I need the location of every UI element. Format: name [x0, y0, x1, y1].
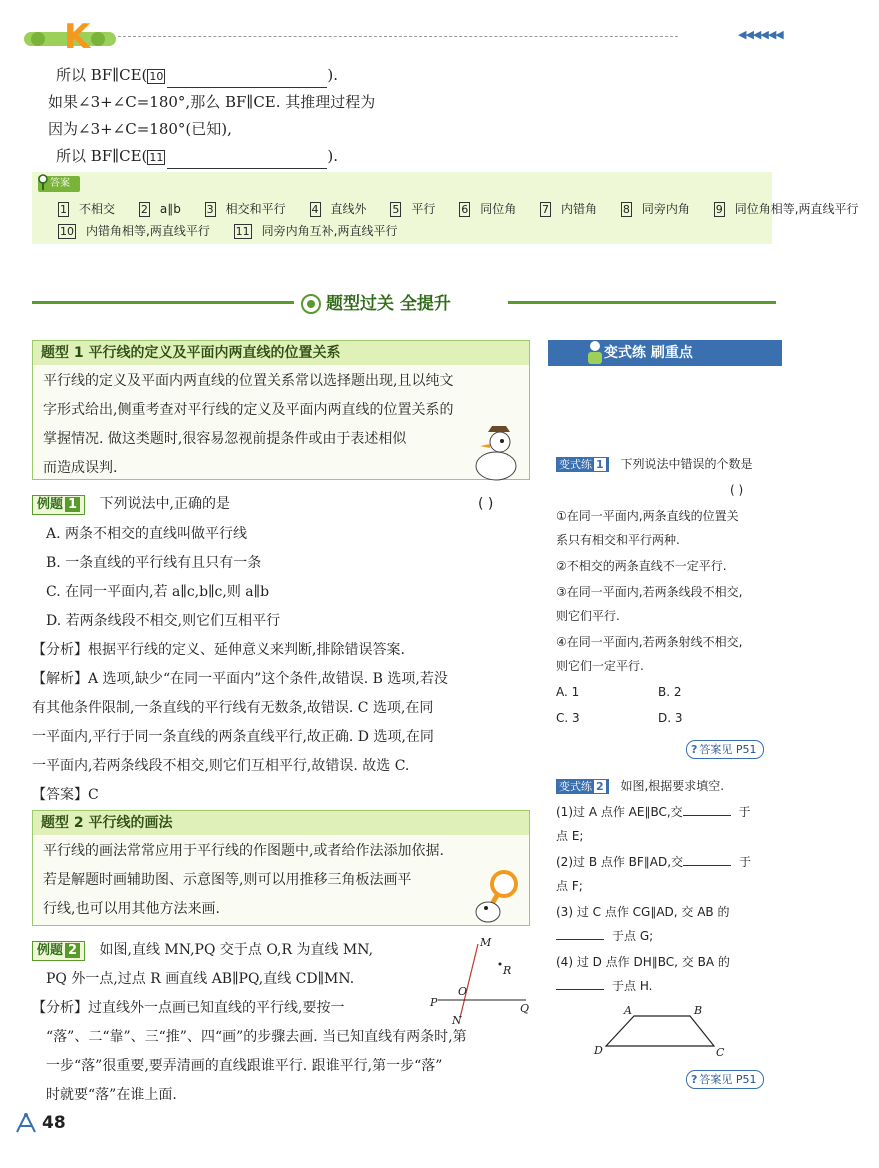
example1-solution-3: 一平面内,平行于同一条直线的两条直线平行,故正确. D 选项,在同	[32, 729, 434, 745]
header-arrows-icon: ◀◀◀◀◀◀	[738, 28, 783, 41]
variant1-item-3a: ③在同一平面内,若两条线段不相交,	[556, 585, 743, 599]
page-number: 48	[42, 1113, 66, 1133]
proof-line-1: 所以 BF∥CE( 10 ).	[56, 62, 338, 88]
example1-option-a: A. 两条不相交的直线叫做平行线	[46, 526, 248, 542]
key-icon	[36, 174, 50, 192]
logo-letter: K	[64, 17, 91, 57]
answer-row-1: 1 不相交 2 a∥b 3 相交和平行 4 直线外 5 平行 6 同位角 7 内错角 8 同旁内角 9 同位角相等,两直线平行	[60, 202, 859, 216]
gear-swirl-icon	[300, 293, 322, 315]
section-title: 题型过关 全提升	[300, 289, 506, 315]
question-icon: ?	[691, 1073, 698, 1086]
variant1-item-4a: ④在同一平面内,若两条射线不相交,	[556, 635, 743, 649]
label-m: M	[480, 936, 492, 949]
example1-option-c: C. 在同一平面内,若 a∥c,b∥c,则 a∥b	[46, 584, 270, 600]
example1-solution-2: 有其他条件限制,一条直线的平行线有无数条,故错误. C 选项,在同	[32, 700, 434, 716]
intersecting-lines-figure	[430, 934, 534, 1026]
variant2-blank-1[interactable]	[683, 804, 731, 816]
variant1-option-a: A. 1	[556, 685, 580, 699]
label-r: R	[503, 964, 512, 977]
type2-text: 平行线的画法常常应用于平行线的作图题中,或者给作法添加依据. 若是解题时画辅助图、示意图等,则可以用推移三角板法画平 行线,也可以用其他方法来画.	[43, 843, 444, 917]
example1-option-d: D. 若两条线段不相交,则它们互相平行	[46, 613, 281, 629]
example2-analysis-4: 时就要“落”在谁上面.	[46, 1087, 177, 1103]
type1-panel	[32, 340, 530, 480]
variant2-blank-3[interactable]	[556, 928, 604, 940]
example2-analysis-2: “落”、二“靠”、三“推”、四“画”的步骤去画. 当已知直线有两条时,第	[46, 1029, 467, 1045]
proof-line-2: 如果∠3+∠C=180°,那么 BF∥CE. 其推理过程为	[48, 93, 376, 111]
answer-row-2: 10 内错角相等,两直线平行 11 同旁内角互补,两直线平行	[60, 224, 398, 238]
variant2-item-4b: 于点 H.	[556, 974, 652, 998]
label-q: Q	[520, 1002, 530, 1015]
label-p: P	[430, 996, 438, 1009]
label-o: O	[458, 985, 468, 998]
type1-heading: 题型 1 平行线的定义及平面内两直线的位置关系	[33, 341, 529, 365]
banner-line-left	[32, 301, 294, 304]
variant1-item-4b: 则它们一定平行.	[556, 659, 644, 673]
variant1-answer-bracket[interactable]: ( )	[730, 483, 744, 497]
variant1-item-1a: ①在同一平面内,两条直线的位置关	[556, 509, 739, 523]
example1-solution-4: 一平面内,若两条线段不相交,则它们互相平行,故错误. 故选 C.	[32, 758, 410, 774]
answer-tag: 答案	[38, 176, 80, 192]
variant2-item-3: (3) 过 C 点作 CG∥AD, 交 AB 的	[556, 905, 730, 919]
example2-analysis-3: 一步“落”很重要,要弄清画的直线跟谁平行. 跟谁平行,第一步“落”	[46, 1058, 443, 1074]
label-a: A	[624, 1004, 632, 1017]
header-divider	[118, 36, 678, 37]
cartoon-magnifier-icon	[470, 868, 526, 926]
label-c: C	[716, 1046, 725, 1059]
variant2-item-4: (4) 过 D 点作 DH∥BC, 交 BA 的	[556, 955, 730, 969]
proof-line-4: 所以 BF∥CE( 11 ).	[56, 143, 338, 169]
fill-blank-11[interactable]	[167, 153, 327, 169]
variant2-item-2b: 点 F;	[556, 879, 583, 893]
variant1-item-3b: 则它们平行.	[556, 609, 620, 623]
trapezoid-abcd	[606, 1016, 714, 1046]
variant1-answer-ref[interactable]: ? 答案见 P51	[686, 740, 764, 759]
variant1-question: 变式练 1 下列说法中错误的个数是	[556, 452, 753, 476]
label-b: B	[694, 1004, 703, 1017]
label-n: N	[452, 1014, 462, 1027]
book-logo	[24, 14, 116, 57]
example1-tag: 例题 1	[32, 495, 85, 515]
variant2-blank-4[interactable]	[556, 978, 604, 990]
variant2-question: 变式练 2 如图,根据要求填空.	[556, 774, 724, 798]
variant1-option-b: B. 2	[658, 685, 682, 699]
example1-answer-bracket[interactable]: ( )	[478, 496, 494, 512]
variant2-item-2: (2)过 B 点作 BF∥AD,交 于	[556, 855, 752, 869]
variant2-item-3b: 于点 G;	[556, 924, 653, 948]
variant1-item-2: ②不相交的两条直线不一定平行.	[556, 559, 727, 573]
example1-analysis: 【分析】根据平行线的定义、延伸意义来判断,排除错误答案.	[32, 642, 405, 658]
variant1-item-1b: 系只有相交和平行两种.	[556, 533, 680, 547]
cartoon-duck-icon	[466, 424, 522, 482]
line-mn	[460, 944, 478, 1018]
example1-question: 例题 1 下列说法中,正确的是	[32, 490, 230, 519]
label-d: D	[594, 1044, 603, 1057]
example1-option-b: B. 一条直线的平行线有且只有一条	[46, 555, 262, 571]
proof-line-3: 因为∠3+∠C=180°(已知),	[48, 120, 232, 138]
type2-panel	[32, 810, 530, 926]
variant1-tag: 变式练 1	[556, 457, 609, 472]
example1-answer: 【答案】C	[32, 787, 99, 803]
example2-line-1: 例题 2 如图,直线 MN,PQ 交于点 O,R 为直线 MN,	[32, 936, 373, 965]
point-r	[499, 963, 502, 966]
variant2-answer-ref[interactable]: ? 答案见 P51	[686, 1070, 764, 1089]
type1-text: 平行线的定义及平面内两直线的位置关系常以选择题出现,且以纯文 字形式给出,侧重考查对平行线的定义及平面内两直线的位置关系的 掌握情况. 做这类题时,很容易忽视前提条件或由于表述相似 而造成误判.	[43, 373, 454, 476]
variant2-item-1b: 点 E;	[556, 829, 584, 843]
variant-practice-header: 变式练 刷重点	[548, 340, 782, 366]
example2-line-2: PQ 外一点,过点 R 画直线 AB∥PQ,直线 CD∥MN.	[46, 971, 355, 987]
variant2-item-1: (1)过 A 点作 AE∥BC,交 于	[556, 805, 751, 819]
fill-blank-10[interactable]	[167, 72, 327, 88]
variant1-option-c: C. 3	[556, 711, 580, 725]
trapezoid-figure	[590, 1002, 740, 1060]
variant2-blank-2[interactable]	[683, 854, 731, 866]
variant1-option-d: D. 3	[658, 711, 683, 725]
example1-solution-1: 【解析】A 选项,缺少“在同一平面内”这个条件,故错误. B 选项,若没	[32, 671, 448, 687]
trophy-person-icon	[582, 339, 608, 367]
example2-analysis-1: 【分析】过直线外一点画已知直线的平行线,要按一	[32, 1000, 345, 1016]
question-icon: ?	[691, 743, 698, 756]
banner-line-right	[508, 301, 776, 304]
type2-heading: 题型 2 平行线的画法	[33, 811, 529, 835]
example2-tag: 例题 2	[32, 941, 85, 961]
variant2-tag: 变式练 2	[556, 779, 609, 794]
